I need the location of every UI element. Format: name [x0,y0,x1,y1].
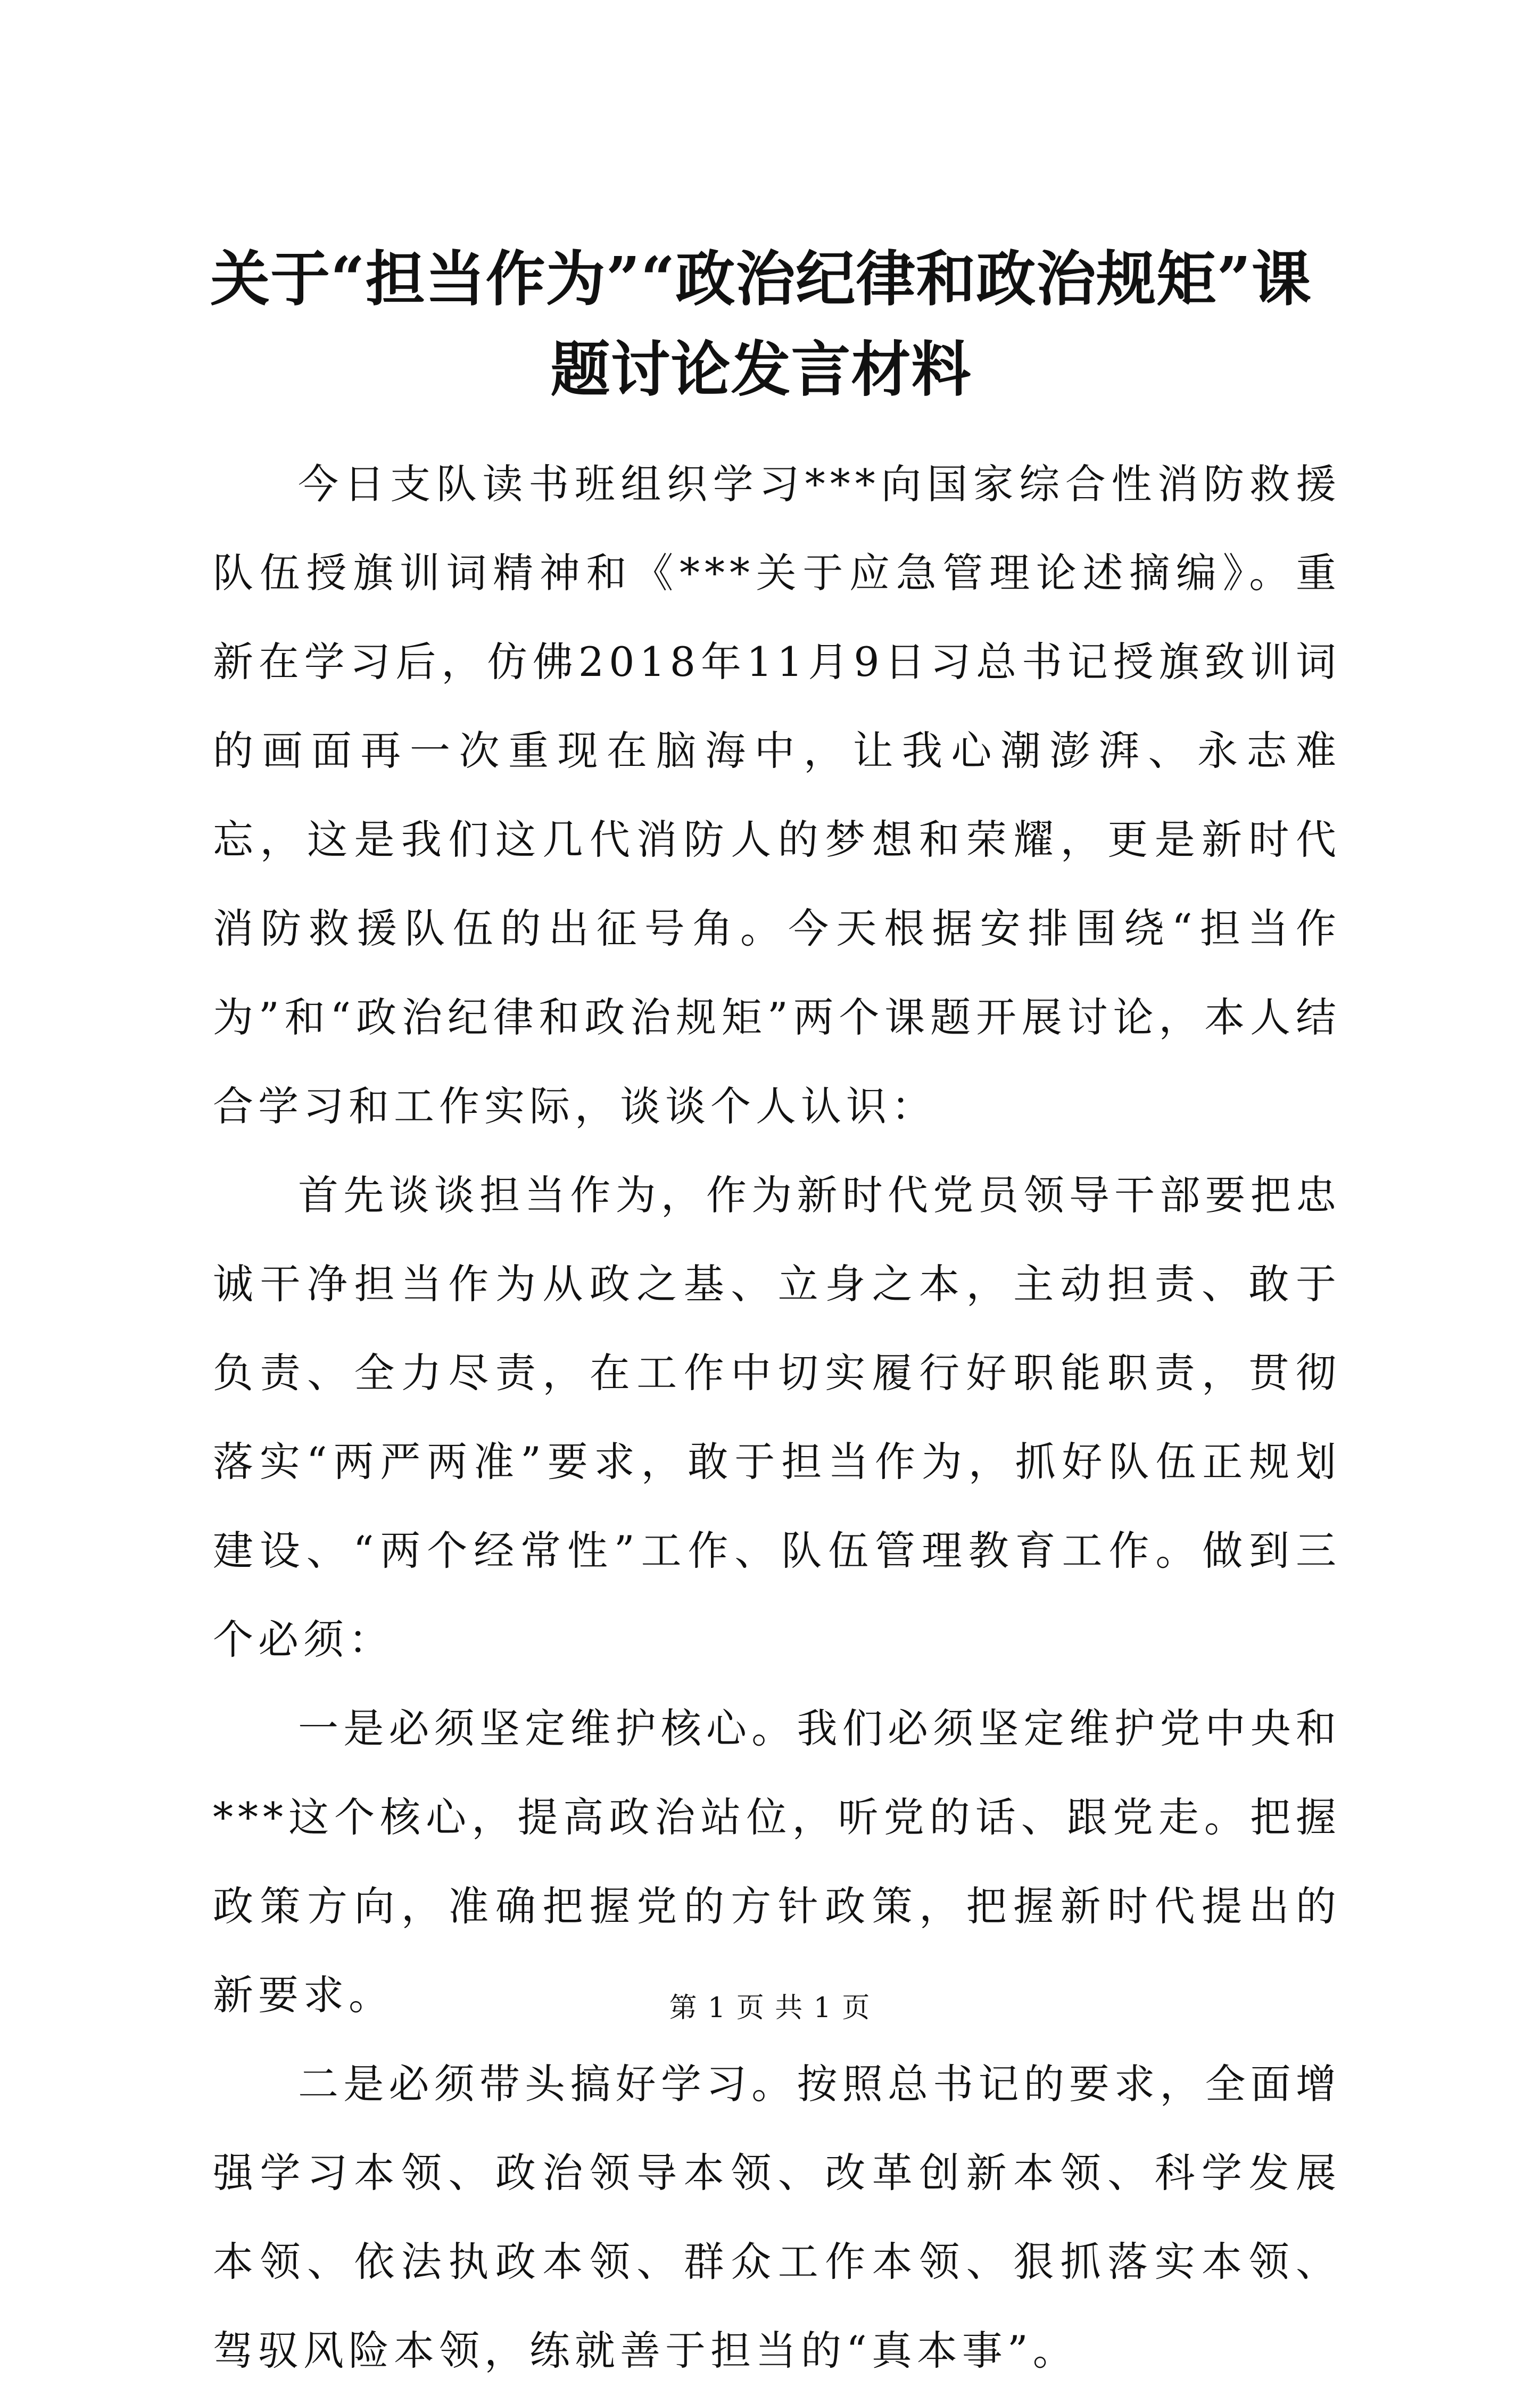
paragraph-responsibility: 首先谈谈担当作为，作为新时代党员领导干部要把忠诚干净担当作为从政之基、立身之本，主动担责、敢于负责、全力尽责，在工作中切实履行好职能职责，贯彻落实“两严两准”要求，敢于担当作为，抓好队伍正规划建设、“两个经常性”工作、队伍管理教育工作。做到三个必须： [213,1171,1341,1663]
title-line-1: 关于“担当作为”“政治纪律和政治规矩”课 [210,244,1312,314]
paragraph-intro: 今日支队读书班组织学习***向国家综合性消防救援队伍授旗训词精神和《***关于应急管理论述摘编》。重新在学习后，仿佛2018年11月9日习总书记授旗致训词的画面再一次重现在脑海中，让我心潮澎湃、永志难忘，这是我们这几代消防人的梦想和荣耀，更是新时代消防救援队伍的出征号角。今天根据安排围绕“担当作为”和“政治纪律和政治规矩”两个课题开展讨论，本人结合学习和工作实际，谈谈个人认识： [213,460,1341,1130]
title-line-2: 题讨论发言材料 [550,335,972,404]
document-body [213,440,1341,2395]
paragraph-point-two: 二是必须带头搞好学习。按照总书记的要求，全面增强学习本领、政治领导本领、改革创新本领、科学发展本领、依法执政本领、群众工作本领、狠抓落实本领、驾驭风险本领，练就善于担当的“真本事”。 [213,2060,1341,2374]
paragraph-point-one: 一是必须坚定维护核心。我们必须坚定维护党中央和***这个核心，提高政治站位，听党的话、跟党走。把握政策方向，准确把握党的方针政策，把握新时代提出的新要求。 [213,1705,1341,2019]
page-number-footer: 第 1 页 共 1 页 [669,1992,871,2024]
document-title [160,234,1362,415]
